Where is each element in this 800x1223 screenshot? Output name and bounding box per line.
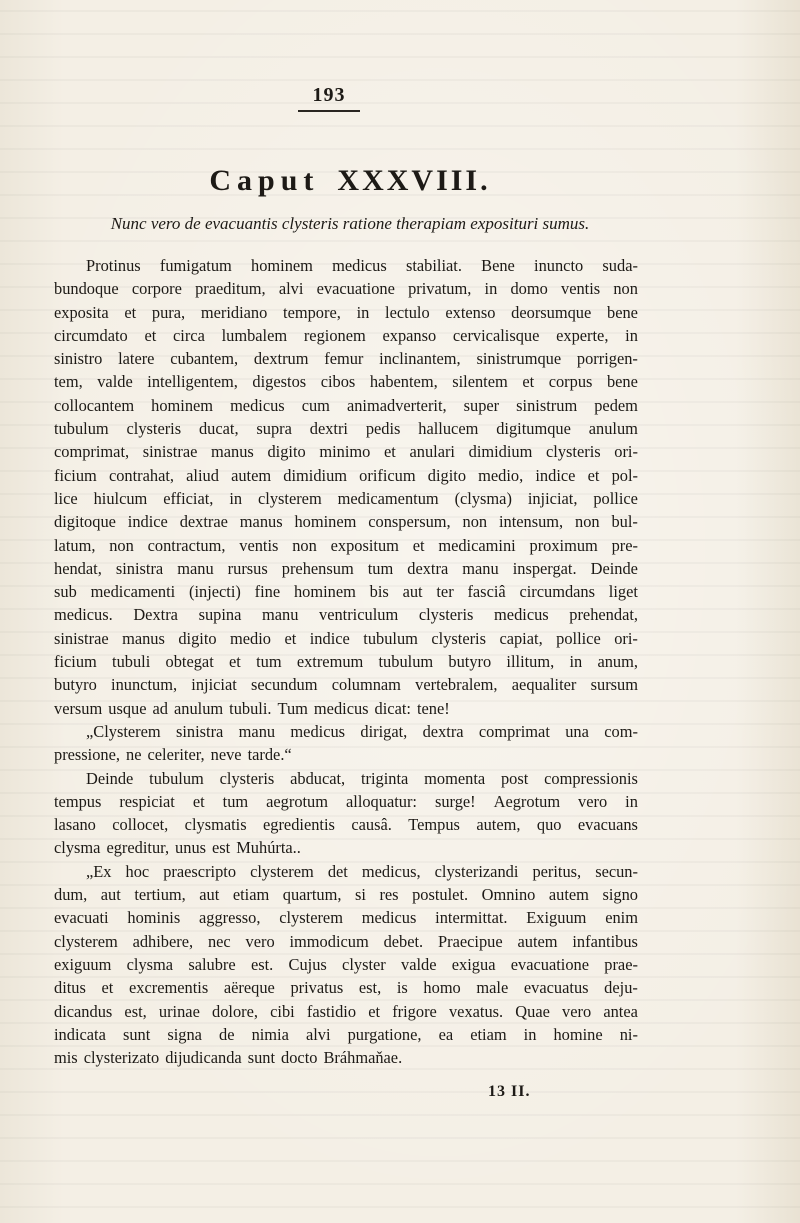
text-line: dum, aut tertium, aut etiam quartum, si res postulet. Omnino autem signo <box>54 885 638 905</box>
chapter-subtitle: Nunc vero de evacuantis clysteris ratione therapiam exposituri sumus. <box>110 214 590 233</box>
text-line: sinistro latere cubantem, dextrum femur inclinantem, sinistrumque porrigen- <box>54 349 638 369</box>
text-line: clysma egreditur, unus est Muhúrta.. <box>54 838 301 858</box>
text-line: circumdato et circa lumbalem regionem expanso cervicalisque experte, in <box>54 325 638 345</box>
text-line: lice hiulcum efficiat, in clysterem medicamentum (clysma) injiciat, pollice <box>54 488 638 508</box>
page-number: 193 <box>312 84 346 106</box>
chapter-title <box>60 164 640 198</box>
chapter-caput: Caput <box>209 164 320 197</box>
text-line: digitoque indice dextrae manus hominem conspersum, non intensum, non bul- <box>54 512 638 532</box>
page-number-rule <box>298 110 360 112</box>
text-line: medicus. Dextra supina manu ventriculum clysteris medicus prehendat, <box>54 605 638 625</box>
signature-mark: 13 II. <box>488 1083 531 1100</box>
text-line: mis clysterizato dijudicanda sunt docto Bráhmaňae. <box>54 1048 403 1068</box>
text-line: ficium tubuli obtegat et tum extremum tubulum butyro illitum, in anum, <box>54 652 638 672</box>
text-line: bundoque corpore praeditum, alvi evacuatione privatum, in domo ventis non <box>54 279 638 299</box>
text-line: exposita et pura, meridiano tempore, in lectulo extenso deorsumque bene <box>54 302 638 322</box>
text-line: indicata sunt signa de nimia alvi purgatione, ea etiam in homine ni- <box>54 1024 638 1044</box>
text-line: versum usque ad anulum tubuli. Tum medicus dicat: tene! <box>54 698 450 718</box>
text-line: lasano collocet, clysmatis egredientis causâ. Tempus autem, quo evacuans <box>54 815 638 835</box>
text-line: tubulum clysteris ducat, supra dextri pedis hallucem digitumque anulum <box>54 419 638 439</box>
text-line: clysterem adhibere, nec vero immodicum debet. Praecipue autem infantibus <box>54 931 638 951</box>
text-line: latum, non contractum, ventis non expositum et medicamini proximum pre- <box>54 535 638 555</box>
text-line: „Clysterem sinistra manu medicus dirigat, dextra comprimat una com- <box>86 721 638 741</box>
text-line: tem, valde intelligentem, digestos cibos habentem, silentem et corpus bene <box>54 372 638 392</box>
text-line: sub medicamenti (injecti) fine hominem bis aut ter fasciâ circumdans liget <box>54 582 638 602</box>
body-text <box>54 254 638 1069</box>
text-line: comprimat, sinistrae manus digito minimo et anulari dimidium clysteris ori- <box>54 442 638 462</box>
text-line: tempus respiciat et tum aegrotum alloquatur: surge! Aegrotum vero in <box>54 791 638 811</box>
chapter-number: XXXVIII. <box>337 164 491 197</box>
text-line: evacuati hominis aggresso, clysterem medicus intermittat. Exiguum enim <box>54 908 638 928</box>
text-line: collocantem hominem medicus cum animadverterit, super sinistrum pedem <box>54 395 638 415</box>
text-line: sinistrae manus digito medio et indice tubulum clysteris capiat, pollice ori- <box>54 628 638 648</box>
text-line: pressione, ne celeriter, neve tarde.“ <box>54 745 292 765</box>
text-line: hendat, sinistra manu rursus prehensum tum dextra manu inspergat. Deinde <box>54 558 638 578</box>
text-line: exiguum clysma salubre est. Cujus clyster valde exigua evacuatione prae- <box>54 954 638 974</box>
text-line: butyro inunctum, injiciat secundum columnam vertebralem, aequaliter sursum <box>54 675 638 695</box>
text-line: „Ex hoc praescripto clysterem det medicus, clysterizandi peritus, secun- <box>86 861 638 881</box>
text-line: Protinus fumigatum hominem medicus stabiliat. Bene inuncto suda- <box>86 256 638 275</box>
text-line: ditus et excrementis aëreque privatus est, is homo male evacuatus deju- <box>54 978 638 998</box>
text-line: dicandus est, urinae dolore, cibi fastidio et frigore vexatus. Quae vero antea <box>54 1001 638 1021</box>
text-line: Deinde tubulum clysteris abducat, triginta momenta post compressionis <box>86 768 638 788</box>
text-line: ficium contrahat, aliud autem dimidium orificum digito medio, indice et pol- <box>54 465 638 485</box>
